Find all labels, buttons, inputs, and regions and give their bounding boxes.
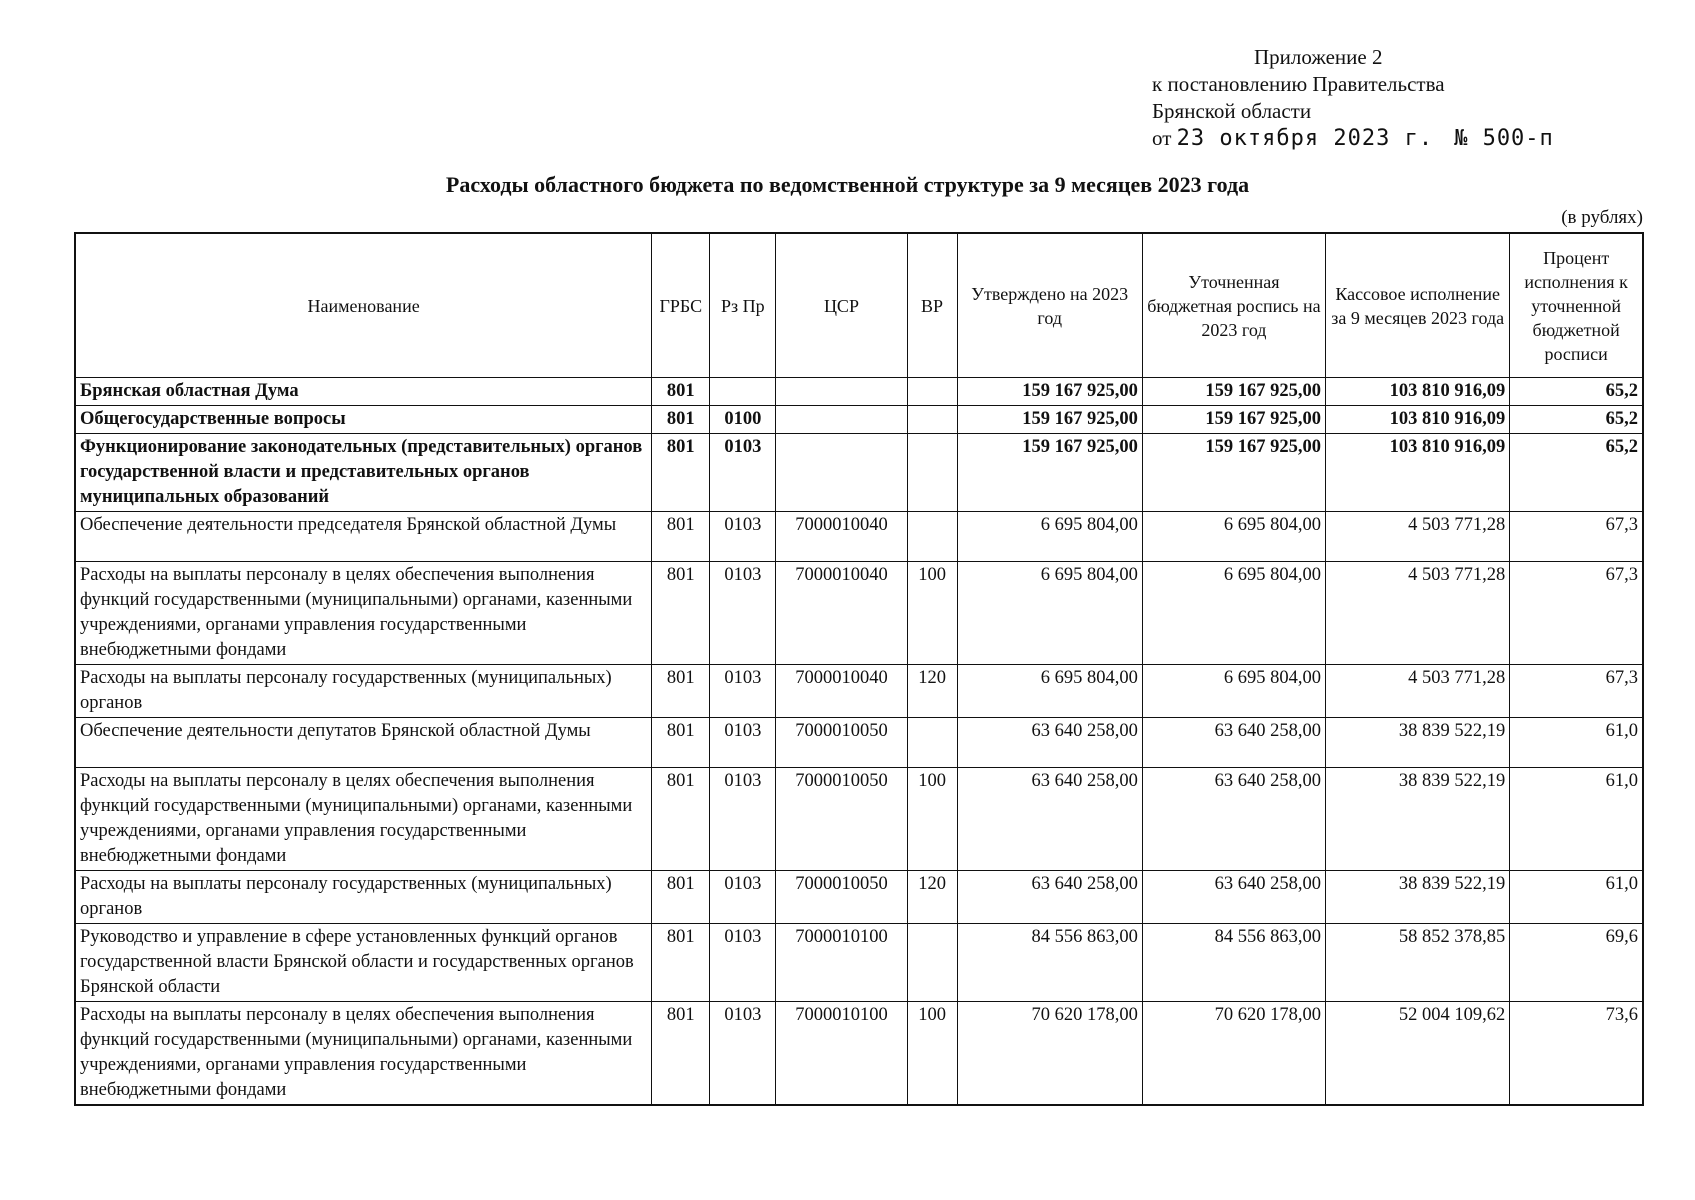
- appendix-line-3: Брянской области: [1152, 99, 1312, 123]
- cell-name: Обеспечение деятельности депутатов Брянской областной Думы: [75, 718, 652, 768]
- col-header-vr: ВР: [907, 233, 957, 378]
- cell-approved: 159 167 925,00: [957, 434, 1142, 512]
- table-row: [75, 768, 1643, 871]
- cell-grbs: 801: [652, 562, 710, 665]
- cell-refined: 159 167 925,00: [1142, 434, 1325, 512]
- table-row: [75, 1002, 1643, 1106]
- table-row: [75, 665, 1643, 718]
- cell-percent: 65,2: [1510, 434, 1643, 512]
- cell-vr: 100: [907, 768, 957, 871]
- cell-csr: 7000010050: [776, 768, 907, 871]
- cell-grbs: 801: [652, 406, 710, 434]
- appendix-date-line: [1152, 125, 1554, 152]
- col-header-name: Наименование: [75, 233, 652, 378]
- cell-cash: 103 810 916,09: [1326, 434, 1510, 512]
- cell-grbs: 801: [652, 378, 710, 406]
- cell-refined: 6 695 804,00: [1142, 512, 1325, 562]
- cell-vr: 120: [907, 665, 957, 718]
- cell-approved: 6 695 804,00: [957, 512, 1142, 562]
- cell-approved: 63 640 258,00: [957, 768, 1142, 871]
- cell-rzpr: 0103: [710, 768, 776, 871]
- cell-rzpr: 0103: [710, 434, 776, 512]
- cell-name: Расходы на выплаты персоналу в целях обеспечения выполнения функций государственными (муниципальными) органами, казенными учреждениями, органами управления государственными внебюджетными фондами: [75, 1002, 652, 1106]
- document-title: Расходы областного бюджета по ведомственной структуре за 9 месяцев 2023 года: [445, 172, 1250, 197]
- table-body: [75, 378, 1643, 1106]
- cell-approved: 159 167 925,00: [957, 378, 1142, 406]
- col-header-grbs: ГРБС: [652, 233, 710, 378]
- cell-rzpr: [710, 378, 776, 406]
- cell-vr: [907, 718, 957, 768]
- cell-cash: 38 839 522,19: [1326, 718, 1510, 768]
- cell-approved: 63 640 258,00: [957, 871, 1142, 924]
- table-row: [75, 871, 1643, 924]
- cell-rzpr: 0103: [710, 512, 776, 562]
- cell-name: Руководство и управление в сфере установленных функций органов государственной власти Брянской области и государственных органов Брянской области: [75, 924, 652, 1002]
- decree-date: 23 октября 2023 г.: [1176, 126, 1434, 151]
- cell-rzpr: 0103: [710, 1002, 776, 1106]
- cell-csr: [776, 378, 907, 406]
- table-header-row: [75, 233, 1643, 378]
- cell-approved: 84 556 863,00: [957, 924, 1142, 1002]
- cell-cash: 38 839 522,19: [1326, 768, 1510, 871]
- cell-approved: 159 167 925,00: [957, 406, 1142, 434]
- cell-csr: 7000010100: [776, 1002, 907, 1106]
- cell-vr: 100: [907, 562, 957, 665]
- table-row: [75, 378, 1643, 406]
- cell-percent: 67,3: [1510, 512, 1643, 562]
- cell-rzpr: 0103: [710, 924, 776, 1002]
- col-header-rzpr: Рз Пр: [710, 233, 776, 378]
- col-header-csr: ЦСР: [776, 233, 907, 378]
- cell-refined: 63 640 258,00: [1142, 871, 1325, 924]
- cell-refined: 159 167 925,00: [1142, 378, 1325, 406]
- cell-refined: 6 695 804,00: [1142, 665, 1325, 718]
- cell-grbs: 801: [652, 665, 710, 718]
- cell-percent: 61,0: [1510, 871, 1643, 924]
- cell-percent: 67,3: [1510, 665, 1643, 718]
- cell-rzpr: 0100: [710, 406, 776, 434]
- cell-percent: 61,0: [1510, 768, 1643, 871]
- cell-percent: 61,0: [1510, 718, 1643, 768]
- date-prefix: от: [1152, 126, 1172, 150]
- cell-grbs: 801: [652, 1002, 710, 1106]
- cell-grbs: 801: [652, 871, 710, 924]
- cell-vr: [907, 406, 957, 434]
- cell-rzpr: 0103: [710, 718, 776, 768]
- appendix-line-2: к постановлению Правительства: [1152, 72, 1445, 96]
- appendix-block: [1152, 44, 1554, 152]
- cell-refined: 84 556 863,00: [1142, 924, 1325, 1002]
- table-row: [75, 924, 1643, 1002]
- cell-vr: [907, 924, 957, 1002]
- cell-name: Общегосударственные вопросы: [75, 406, 652, 434]
- table-row: [75, 718, 1643, 768]
- cell-cash: 4 503 771,28: [1326, 512, 1510, 562]
- cell-grbs: 801: [652, 718, 710, 768]
- table-row: [75, 512, 1643, 562]
- appendix-line-1: Приложение 2: [1254, 45, 1383, 69]
- cell-rzpr: 0103: [710, 665, 776, 718]
- cell-csr: 7000010040: [776, 512, 907, 562]
- cell-cash: 103 810 916,09: [1326, 378, 1510, 406]
- units-label: (в рублях): [1561, 207, 1643, 228]
- cell-csr: 7000010040: [776, 665, 907, 718]
- table-row: [75, 434, 1643, 512]
- cell-refined: 6 695 804,00: [1142, 562, 1325, 665]
- cell-percent: 67,3: [1510, 562, 1643, 665]
- cell-grbs: 801: [652, 512, 710, 562]
- cell-percent: 65,2: [1510, 378, 1643, 406]
- cell-name: Обеспечение деятельности председателя Брянской областной Думы: [75, 512, 652, 562]
- cell-refined: 63 640 258,00: [1142, 718, 1325, 768]
- cell-cash: 58 852 378,85: [1326, 924, 1510, 1002]
- cell-grbs: 801: [652, 768, 710, 871]
- cell-csr: 7000010050: [776, 718, 907, 768]
- cell-name: Брянская областная Дума: [75, 378, 652, 406]
- cell-csr: [776, 406, 907, 434]
- cell-name: Функционирование законодательных (представительных) органов государственной власти и представительных органов муниципальных образований: [75, 434, 652, 512]
- cell-csr: 7000010100: [776, 924, 907, 1002]
- cell-cash: 103 810 916,09: [1326, 406, 1510, 434]
- cell-rzpr: 0103: [710, 871, 776, 924]
- cell-refined: 159 167 925,00: [1142, 406, 1325, 434]
- cell-cash: 4 503 771,28: [1326, 665, 1510, 718]
- cell-rzpr: 0103: [710, 562, 776, 665]
- cell-percent: 65,2: [1510, 406, 1643, 434]
- col-header-approved: Утверждено на 2023 год: [957, 233, 1142, 378]
- cell-vr: 100: [907, 1002, 957, 1106]
- cell-vr: 120: [907, 871, 957, 924]
- cell-refined: 63 640 258,00: [1142, 768, 1325, 871]
- cell-grbs: 801: [652, 924, 710, 1002]
- cell-cash: 4 503 771,28: [1326, 562, 1510, 665]
- cell-refined: 70 620 178,00: [1142, 1002, 1325, 1106]
- cell-approved: 63 640 258,00: [957, 718, 1142, 768]
- cell-approved: 6 695 804,00: [957, 562, 1142, 665]
- cell-csr: 7000010040: [776, 562, 907, 665]
- cell-approved: 6 695 804,00: [957, 665, 1142, 718]
- col-header-refined: Уточненная бюджетная роспись на 2023 год: [1142, 233, 1325, 378]
- cell-name: Расходы на выплаты персоналу в целях обеспечения выполнения функций государственными (муниципальными) органами, казенными учреждениями, органами управления государственными внебюджетными фондами: [75, 562, 652, 665]
- cell-percent: 73,6: [1510, 1002, 1643, 1106]
- col-header-percent: Процент исполнения к уточненной бюджетной росписи: [1510, 233, 1643, 378]
- cell-vr: [907, 378, 957, 406]
- budget-table: [74, 232, 1644, 1106]
- cell-name: Расходы на выплаты персоналу государственных (муниципальных) органов: [75, 871, 652, 924]
- decree-number: № 500-п: [1454, 126, 1554, 151]
- cell-cash: 52 004 109,62: [1326, 1002, 1510, 1106]
- cell-name: Расходы на выплаты персоналу в целях обеспечения выполнения функций государственными (муниципальными) органами, казенными учреждениями, органами управления государственными внебюджетными фондами: [75, 768, 652, 871]
- cell-approved: 70 620 178,00: [957, 1002, 1142, 1106]
- cell-grbs: 801: [652, 434, 710, 512]
- cell-name: Расходы на выплаты персоналу государственных (муниципальных) органов: [75, 665, 652, 718]
- cell-vr: [907, 434, 957, 512]
- cell-csr: [776, 434, 907, 512]
- col-header-cash: Кассовое исполнение за 9 месяцев 2023 года: [1326, 233, 1510, 378]
- cell-csr: 7000010050: [776, 871, 907, 924]
- cell-vr: [907, 512, 957, 562]
- cell-percent: 69,6: [1510, 924, 1643, 1002]
- cell-cash: 38 839 522,19: [1326, 871, 1510, 924]
- table-row: [75, 406, 1643, 434]
- table-row: [75, 562, 1643, 665]
